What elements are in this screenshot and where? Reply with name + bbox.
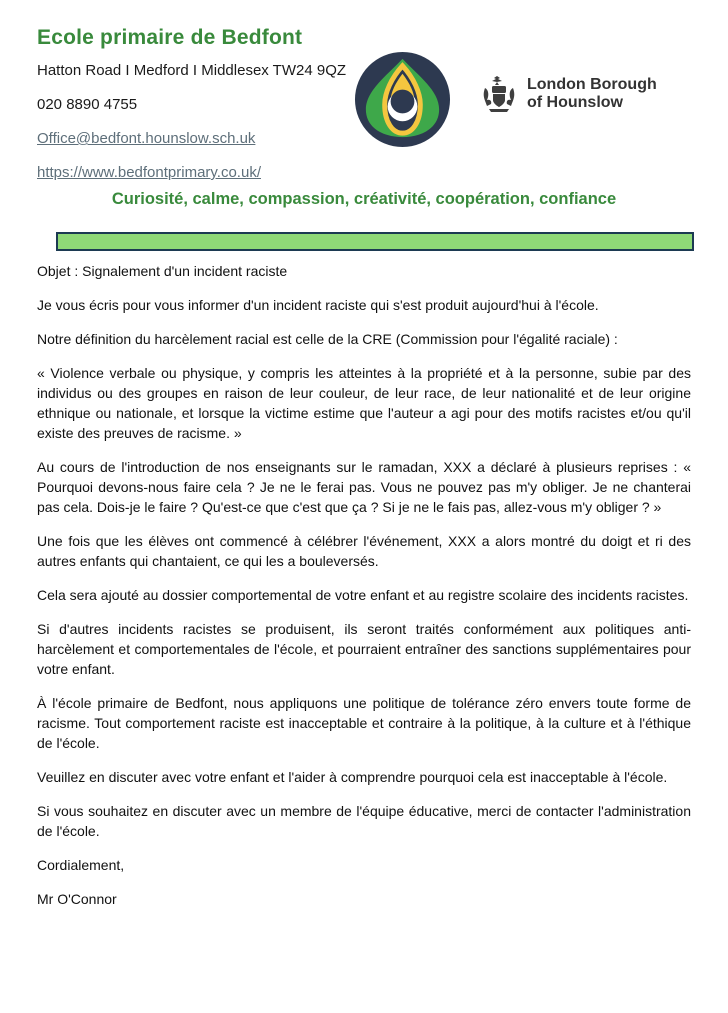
signature-line: Mr O'Connor: [37, 891, 117, 907]
borough-name-line2: of Hounslow: [527, 94, 623, 111]
paragraph-3: « Violence verbale ou physique, y compris les atteintes à la propriété et à la personne, subie par des individus ou des groupes en raison de leur couleur, de leur race, de leur nationalité et de leur origine ethnique ou nationale, et lorsque la victime estime que l'auteur a agi pour des motifs racistes et/ou qu'il existe des preuves de racisme. »: [37, 365, 691, 441]
borough-name: [527, 76, 657, 112]
subject-line: Objet : Signalement d'un incident raciste: [37, 263, 288, 279]
paragraph-5: Une fois que les élèves ont commencé à célébrer l'événement, XXX a alors montré du doigt et ri des autres enfants qui chantaient, ce qui les a bouleversés.: [37, 533, 691, 569]
school-address: Hatton Road I Medford I Middlesex TW24 9QZ: [37, 62, 347, 79]
school-values-tagline: Curiosité, calme, compassion, créativité, coopération, confiance: [111, 190, 617, 208]
email-link[interactable]: Office@bedfont.hounslow.sch.uk: [37, 130, 256, 147]
paragraph-7: Si d'autres incidents racistes se produisent, ils seront traités conformément aux politiques anti-harcèlement et comportementales de l'école, et pourraient entraîner des sanctions supplémentaires pour votre enfant.: [37, 621, 691, 677]
borough-name-line1: London Borough: [527, 76, 657, 93]
paragraph-4: Au cours de l'introduction de nos enseignants sur le ramadan, XXX a déclaré à plusieurs reprises : « Pourquoi devons-nous faire cela ? Je ne le ferai pas. Vous ne pouvez pas m'y obliger. Je ne chanterai pas cela. Dois-je le faire ? Qu'est-ce que c'est que ça ? Si je ne le fais pas, allez-vous m'y obliger ? »: [37, 459, 691, 515]
paragraph-1: Je vous écris pour vous informer d'un incident raciste qui s'est produit aujourd'hui à l'école.: [37, 297, 599, 313]
paragraph-6: Cela sera ajouté au dossier comportemental de votre enfant et au registre scolaire des incidents racistes.: [37, 587, 689, 603]
school-phone: 020 8890 4755: [37, 96, 138, 113]
paragraph-8: À l'école primaire de Bedfont, nous appliquons une politique de tolérance zéro envers toute forme de racisme. Tout comportement raciste est inacceptable et contraire à la politique, à la culture et à l'éthique de l'école.: [37, 695, 691, 751]
school-logo-icon: [353, 50, 452, 149]
letter-body: [37, 261, 691, 923]
paragraph-2: Notre définition du harcèlement racial est celle de la CRE (Commission pour l'égalité raciale) :: [37, 331, 618, 347]
borough-logo: [479, 74, 657, 114]
paragraph-9: Veuillez en discuter avec votre enfant et l'aider à comprendre pourquoi cela est inacceptable à l'école.: [37, 769, 668, 785]
school-name-title: Ecole primaire de Bedfont: [37, 26, 303, 49]
email-link-row: [37, 130, 255, 147]
green-divider-bar: [56, 232, 694, 251]
paragraph-10: Si vous souhaitez en discuter avec un membre de l'équipe éducative, merci de contacter l'administration de l'école.: [37, 803, 691, 839]
closing-line: Cordialement,: [37, 857, 125, 873]
hounslow-crest-icon: [479, 74, 519, 114]
website-link[interactable]: https://www.bedfontprimary.co.uk/: [37, 164, 261, 181]
website-link-row: [37, 164, 261, 181]
